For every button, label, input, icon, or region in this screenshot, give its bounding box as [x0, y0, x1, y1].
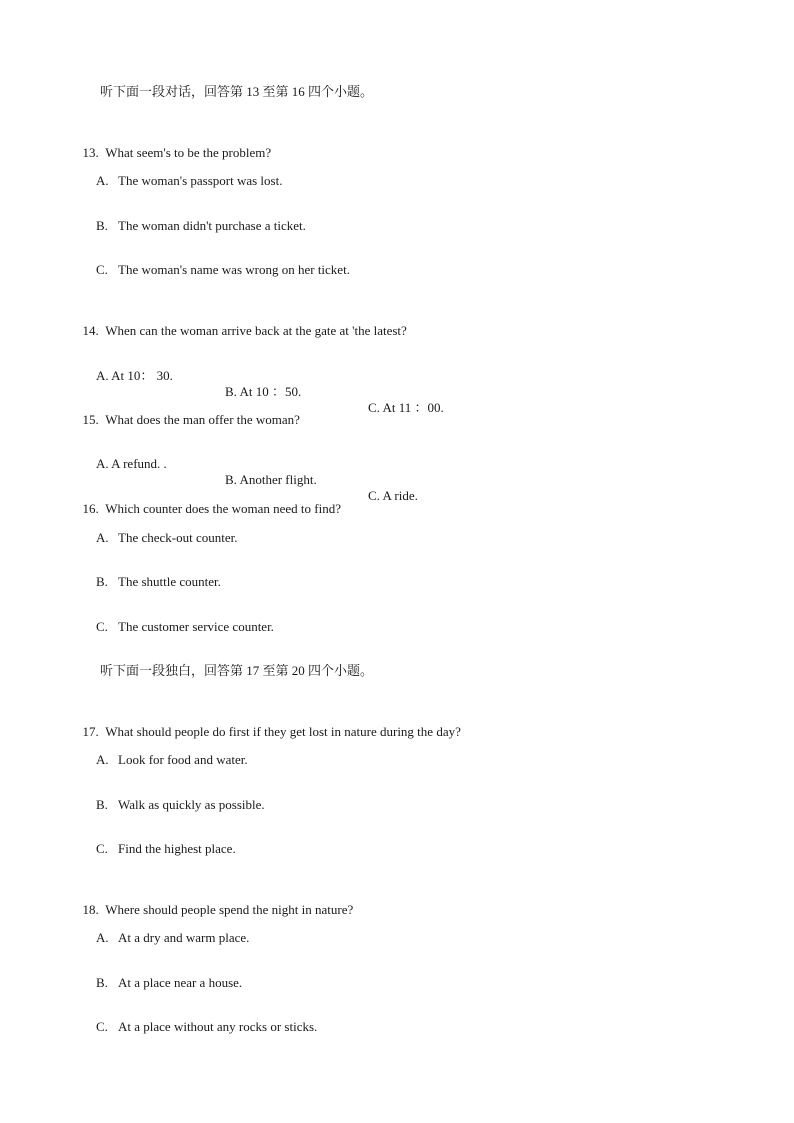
- q18-option-c: C. At a place without any rocks or sticks.: [96, 1019, 318, 1034]
- question-text: When can the woman arrive back at the gate at 'the latest?: [105, 323, 407, 338]
- q15-option-c: C. A ride.: [368, 488, 418, 503]
- q16-option-b: B. The shuttle counter.: [96, 574, 221, 589]
- q17-option-b: B. Walk as quickly as possible.: [96, 797, 265, 812]
- q13-option-a: A. The woman's passport was lost.: [96, 173, 283, 188]
- question-text: Where should people spend the night in nature?: [105, 902, 354, 917]
- question-17: [76, 708, 461, 740]
- q16-option-c: C. The customer service counter.: [96, 619, 274, 634]
- section-intro-13-16: 听下面一段对话，回答第 13 至第 16 四个小题。: [100, 84, 374, 99]
- question-text: What does the man offer the woman?: [105, 412, 300, 427]
- question-number: 18.: [82, 902, 99, 917]
- question-number: 14.: [82, 323, 99, 338]
- q13-option-c: C. The woman's name was wrong on her ticket.: [96, 262, 350, 277]
- q15-option-a: A. A refund. .: [96, 456, 167, 471]
- q14-option-b: B. At 10 ：50.: [225, 384, 302, 399]
- q17-option-a: A. Look for food and water.: [96, 752, 248, 767]
- question-number: 13.: [82, 145, 99, 160]
- q18-option-a: A. At a dry and warm place.: [96, 930, 250, 945]
- question-18: [76, 886, 353, 918]
- question-14: [76, 307, 407, 339]
- question-16: [76, 485, 341, 517]
- q15-option-b: B. Another flight.: [225, 472, 317, 487]
- q18-option-b: B. At a place near a house.: [96, 975, 243, 990]
- question-13: [76, 129, 271, 161]
- q13-option-b: B. The woman didn't purchase a ticket.: [96, 218, 306, 233]
- q14-option-c: C. At 11 ：00.: [368, 400, 444, 415]
- question-text: What seem's to be the problem?: [105, 145, 272, 160]
- q16-option-a: A. The check-out counter.: [96, 530, 238, 545]
- question-number: 17.: [82, 724, 99, 739]
- question-number: 16.: [82, 501, 99, 516]
- question-text: What should people do first if they get lost in nature during the day?: [105, 724, 461, 739]
- question-text: Which counter does the woman need to find?: [105, 501, 341, 516]
- question-number: 15.: [82, 412, 99, 427]
- q14-option-a: A. At 10： 30.: [96, 368, 173, 383]
- q17-option-c: C. Find the highest place.: [96, 841, 236, 856]
- question-15: [76, 396, 300, 428]
- section-intro-17-20: 听下面一段独白，回答第 17 至第 20 四个小题。: [100, 663, 374, 678]
